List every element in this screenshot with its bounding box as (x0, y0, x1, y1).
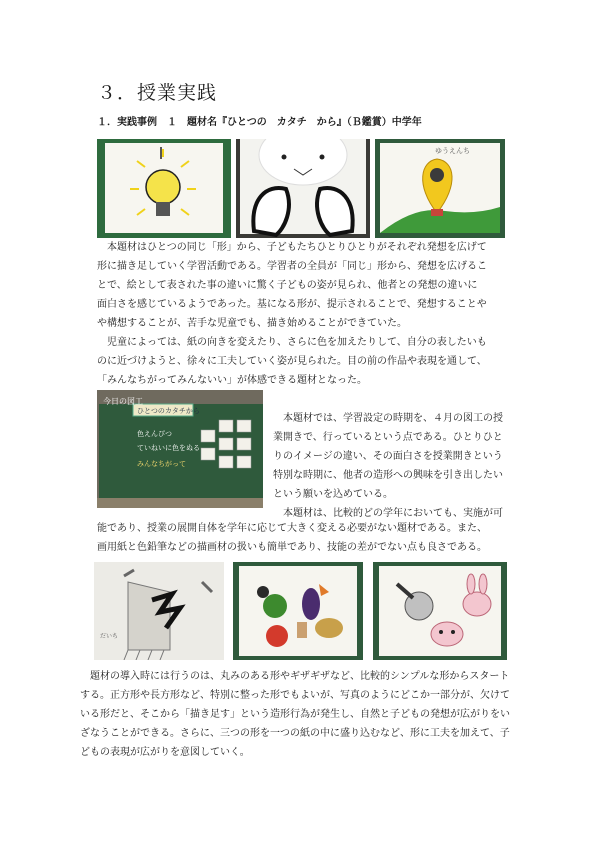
text-line: 面白さを感じているようであった。基になる形が、提示されることで、発想することや (97, 299, 487, 310)
photo-vegetables-drawing (233, 562, 363, 660)
photo-lightbulb-drawing (97, 139, 231, 238)
blackboard-sign: ひとつのカタチから (137, 407, 200, 415)
drawing-name: だいち (100, 633, 119, 640)
blackboard-bullet-2: ていねいに色をぬる (137, 444, 200, 452)
text-line: りのイメージの違い、その面白さを授業開きという (273, 451, 503, 462)
text-line: のに近づけようと、徐々に工夫していく姿が見られた。目の前の作品や表現を通して、 (97, 356, 487, 367)
map-pin-note: ゆうえんち (435, 147, 470, 155)
photo-blackboard (97, 390, 263, 508)
text-line: や構想することが、苦手な児童でも、描き始めることができていた。 (97, 318, 407, 329)
case-subtitle: １．実践事例 １ 題材名『ひとつの カタチ から』（Ｂ鑑賞）中学年 (97, 117, 422, 128)
text-line: 特別な時期に、他者の造形への興味を引き出したい (273, 470, 503, 481)
blackboard-heading: 今日の図工 (103, 397, 143, 406)
paragraph-4 (97, 519, 487, 557)
paragraph-5 (80, 667, 510, 762)
text-line: 題材の導入時には行うのは、丸みのある形やギザギザなど、比較的シンプルな形からスタート (80, 671, 510, 682)
text-line: 「みんなちがってみんないい」が体感できる題材となった。 (97, 375, 367, 386)
paragraph-1 (97, 238, 487, 390)
photo-rabbit-drawing (236, 139, 370, 238)
photo-map-pin-drawing (375, 139, 505, 238)
text-line: 業開きで、行っているという点である。ひとりひと (273, 432, 503, 443)
photo-animals-drawing (373, 562, 507, 660)
section-title: ３．授業実践 (97, 82, 218, 104)
blackboard-bullet-3: みんなちがって (137, 460, 186, 468)
text-line: 画用紙と色鉛筆などの描画材の扱いも簡単であり、技能の差がでない点も良さである。 (97, 542, 487, 553)
text-line: 本題材はひとつの同じ「形」から、子どもたちひとりひとりがそれぞれ発想を広げて (97, 242, 487, 253)
blackboard-bullet-1: 色えんぴつ (137, 430, 172, 438)
text-line: ざなうことができる。さらに、三つの形を一つの紙の中に盛り込むなど、形に工夫を加えて、子 (80, 728, 510, 739)
text-line: する。正方形や長方形など、特別に整った形でもよいが、写真のようにどこか一部分が、欠けて (80, 690, 510, 701)
paragraph-3 (273, 409, 503, 523)
text-line: 能であり、授業の展開自体を学年に応じて大きく変える必要がない題材である。また、 (97, 523, 487, 534)
text-line: 児童によっては、紙の向きを変えたり、さらに色を加えたりして、自分の表したいも (97, 337, 487, 348)
text-line: いる形だと、そこから「描き足す」という造形行為が発生し、自然と子どもの発想が広がりをい (80, 709, 510, 720)
text-line: 本題材は、比較的どの学年においても、実施が可 (273, 508, 503, 519)
text-line: どもの表現が広がりを意図していく。 (80, 747, 250, 758)
photo-zigzag-drawing (94, 562, 224, 660)
text-line: 形に描き足していく学習活動である。学習者の全員が「同じ」形から、発想を広げるこ (97, 261, 487, 272)
text-line: とで、絵として表された事の違いに驚く子どもの姿が見られ、他者との発想の違いに (97, 280, 478, 291)
text-line: 本題材では、学習設定の時期を、４月の図工の授 (273, 413, 503, 424)
text-line: という願いを込めている。 (273, 489, 393, 500)
